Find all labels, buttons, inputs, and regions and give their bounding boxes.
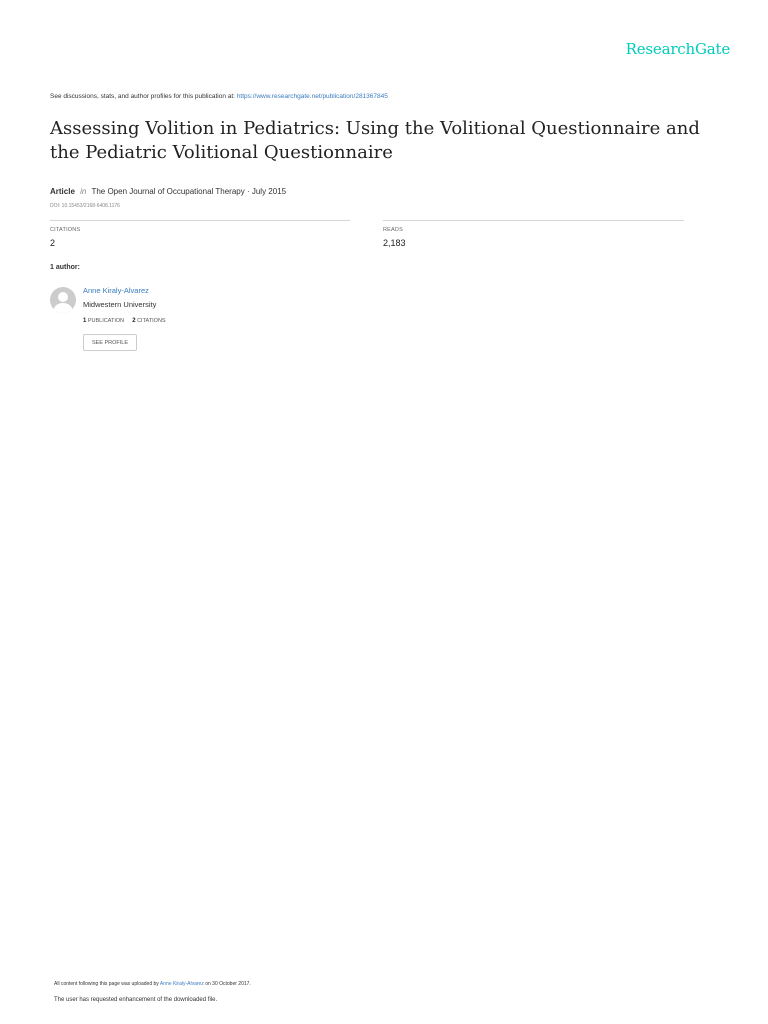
uploader-link[interactable]: Anne Kiraly-Alvarez [159, 981, 204, 987]
discussions-line [50, 93, 388, 100]
citations-label: CITATIONS [50, 227, 81, 233]
author-citations-label: CITATIONS [137, 318, 166, 324]
publication-type: Article [50, 187, 75, 196]
publication-link[interactable]: https://www.researchgate.net/publication/281367845 [236, 93, 388, 100]
reads-label: READS [383, 227, 403, 233]
doi: DOI: 10.15453/2168-6408.1176 [50, 203, 120, 209]
divider-right [383, 220, 684, 221]
journal-name[interactable]: The Open Journal of Occupational Therapy · July 2015 [91, 187, 287, 196]
user-silhouette-icon [50, 287, 76, 313]
citations-value: 2 [50, 238, 56, 248]
upload-note [54, 981, 251, 987]
divider-left [50, 220, 350, 221]
in-label: in [80, 187, 87, 196]
upload-suffix: on 30 October 2017. [205, 981, 251, 987]
author-counts [83, 318, 166, 324]
author-affiliation: Midwestern University [83, 300, 157, 309]
reads-value: 2,183 [383, 238, 406, 248]
upload-prefix: All content following this page was uploaded by [54, 981, 159, 987]
publication-title: Assessing Volition in Pediatrics: Using the Volitional Questionnaire and the Pediatric Volitional Questionnaire [50, 118, 700, 163]
enhancement-note: The user has requested enhancement of the downloaded file. [54, 997, 218, 1003]
publication-meta [50, 187, 286, 196]
discussions-text: See discussions, stats, and author profiles for this publication at: [50, 93, 235, 100]
publications-count: 1 [83, 318, 87, 324]
avatar[interactable] [50, 287, 76, 313]
see-profile-button[interactable]: SEE PROFILE [83, 334, 137, 351]
researchgate-logo[interactable]: ResearchGate [625, 40, 730, 58]
author-name[interactable]: Anne Kiraly-Alvarez [83, 286, 149, 295]
authors-heading: 1 author: [50, 264, 80, 271]
author-citations-count: 2 [132, 318, 136, 324]
publications-count-label: PUBLICATION [87, 318, 125, 324]
